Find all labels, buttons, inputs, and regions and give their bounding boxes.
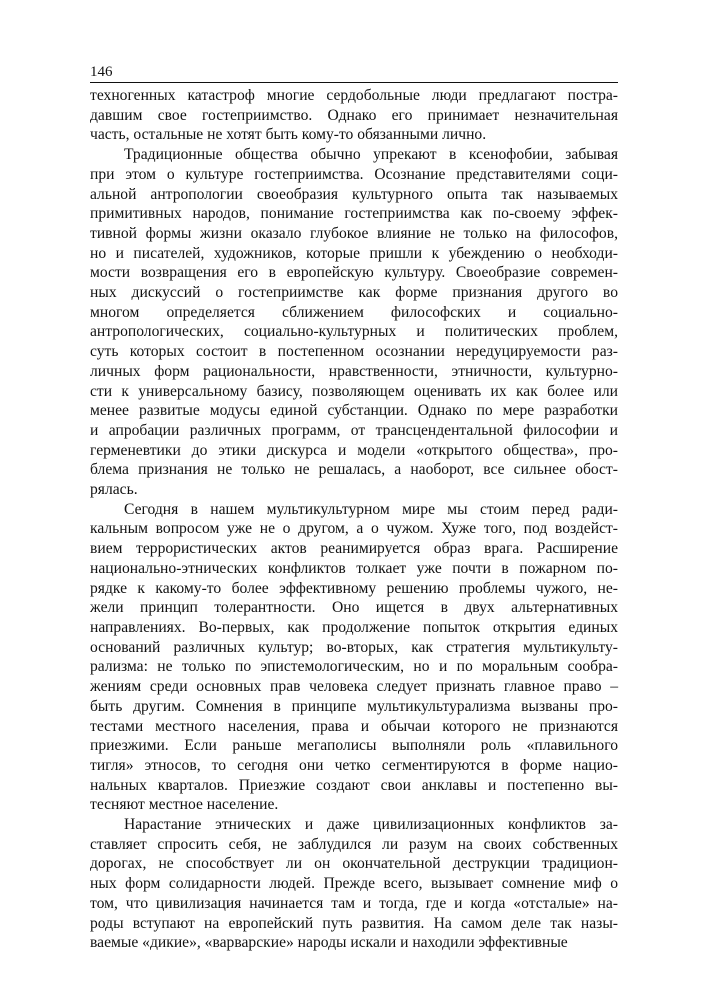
text-line: жениям среди основных прав человека следует признать главное право –: [90, 678, 618, 696]
text-line: дорогах, не способствует ли он окончательной деструкции традицион-: [90, 855, 618, 873]
text-line: альной антропологии своеобразия культурного опыта так называемых: [90, 185, 618, 203]
text-line: техногенных катастроф многие сердобольные люди предлагают постра-: [90, 87, 618, 104]
paragraph: [90, 815, 618, 953]
text-line: при этом о культуре гостеприимства. Осознание представителями соци-: [90, 165, 618, 183]
text-line: Традиционные общества обычно упрекают в ксенофобии, забывая: [124, 146, 618, 164]
text-line: примитивных народов, понимание гостеприимства как по-своему эффек-: [90, 205, 618, 223]
text-line: роды вступают на европейский путь развития. На самом деле так назы-: [90, 914, 618, 932]
text-line: вием террористических актов реанимируется образ врага. Расширение: [90, 540, 618, 558]
text-line: национально-этнических конфликтов толкает уже почти в пожарном по-: [90, 559, 618, 577]
text-line: рялась.: [90, 481, 138, 499]
text-line: личных форм рациональности, нравственности, этничности, культурно-: [90, 362, 618, 380]
text-line: Сегодня в нашем мультикультурном мире мы стоим перед ради-: [124, 500, 618, 518]
text-line: быть другим. Сомнения в принципе мультикультурализма вызваны про-: [90, 697, 618, 715]
paragraph: [90, 145, 618, 500]
text-line: жели принцип толерантности. Оно ищется в двух альтернативных: [90, 599, 618, 617]
text-line: тестами местного населения, права и обычаи которого не признаются: [90, 717, 618, 735]
text-line: и апробации различных программ, от трансцендентальной философии и: [90, 421, 618, 439]
text-line: тивной формы жизни оказало глубокое влияние не только на философов,: [90, 224, 618, 242]
text-line: антропологических, социально-культурных и политических проблем,: [90, 323, 618, 341]
page-number: 146: [90, 64, 113, 80]
text-line: менее развитые модусы единой субстанции. Однако по мере разработки: [90, 402, 618, 420]
paragraph: [90, 500, 618, 815]
text-line: часть, остальные не хотят быть кому-то обязанными лично.: [90, 126, 487, 144]
text-line: нальных кварталов. Приезжие создают свои анклавы и постепенно вы-: [90, 776, 618, 794]
text-line: оснований различных культур; во-вторых, как стратегия мультикульту-: [90, 638, 618, 656]
page-body: [90, 86, 618, 953]
text-line: мости возвращения его в европейскую культуру. Своеобразие современ-: [90, 264, 618, 282]
text-line: направлениях. Во-первых, как продолжение попыток открытия единых: [90, 618, 618, 636]
text-line: ных форм солидарности людей. Прежде всего, вызывает сомнение миф о: [90, 875, 618, 893]
text-line: Нарастание этнических и даже цивилизационных конфликтов за-: [124, 816, 618, 834]
text-line: том, что цивилизация начинается там и тогда, где и когда «отсталые» на-: [90, 894, 618, 912]
page-header: [90, 64, 618, 83]
text-line: ваемые «дикие», «варварские» народы искали и находили эффективные: [90, 934, 568, 952]
text-line: но и писателей, художников, которые пришли к убеждению о необходи-: [90, 244, 618, 262]
text-line: тесняют местное население.: [90, 796, 279, 814]
text-line: приезжими. Если раньше мегаполисы выполняли роль «плавильного: [90, 737, 618, 755]
text-line: суть которых состоит в постепенном осознании нередуцируемости раз-: [90, 343, 618, 361]
text-line: давшим свое гостеприимство. Однако его принимает незначительная: [90, 106, 618, 124]
paragraph: [90, 86, 618, 145]
text-line: многом определяется сближением философских и социально-: [90, 303, 618, 321]
text-line: кальным вопросом уже не о другом, а о чужом. Хуже того, под воздейст-: [90, 520, 618, 538]
text-line: рализма: не только по эпистемологическим, но и по моральным сообра-: [90, 658, 618, 676]
text-line: тигля» этносов, то сегодня они четко сегментируются в форме нацио-: [90, 756, 618, 774]
text-line: ставляет спросить себя, не заблудился ли разум на своих собственных: [90, 835, 618, 853]
text-line: герменевтики до этики дискурса и модели «открытого общества», про-: [90, 441, 618, 459]
text-line: ных дискуссий о гостеприимстве как форме признания другого во: [90, 284, 618, 302]
text-line: рядке к какому-то более эффективному решению проблемы чужого, не-: [90, 579, 618, 597]
text-line: блема признания не только не решалась, а наоборот, все сильнее обост-: [90, 461, 618, 479]
text-line: сти к универсальному базису, позволяющем оценивать их как более или: [90, 382, 618, 400]
